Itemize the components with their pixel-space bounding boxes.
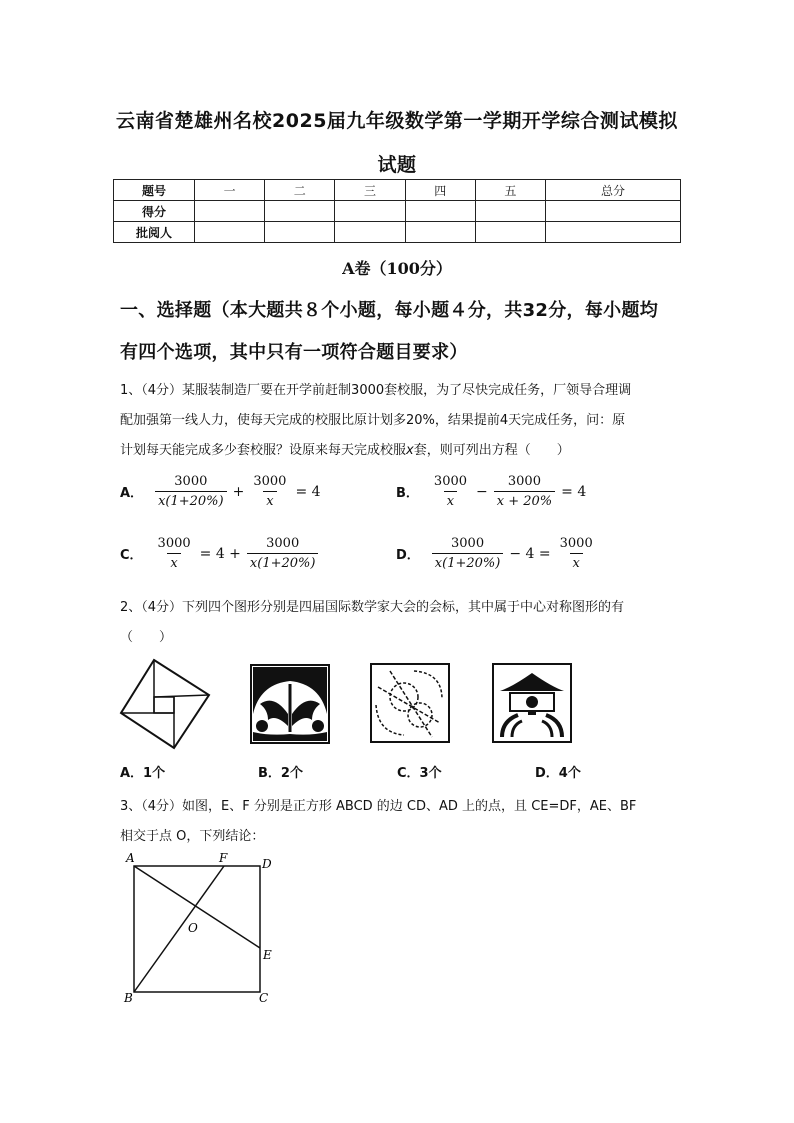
fraction (155, 474, 227, 509)
title-line-1: 云南省楚雄州名校2025届九年级数学第一学期开学综合测试模拟 (116, 110, 678, 132)
numerator: 3000 (507, 474, 541, 489)
score-table-input-cell[interactable] (475, 222, 545, 243)
fraction (155, 536, 194, 571)
q2-option-c[interactable]: C．3个 (397, 766, 442, 781)
q1-option-c-label: C． (120, 548, 143, 563)
right-hand-side: = 4 (295, 483, 321, 500)
score-table-cell: 二 (265, 180, 335, 201)
denominator: x(1+20%) (432, 553, 504, 571)
title-line-2: 试题 (377, 154, 417, 176)
q1-line-3-post: 套，则可列出方程（ ） (413, 443, 570, 458)
score-table-input-cell[interactable] (475, 201, 545, 222)
operator: − (476, 483, 488, 500)
denominator: x (444, 491, 457, 509)
vertex-label-a: A (126, 851, 135, 865)
section1-line-2: 有四个选项，其中只有一项符合题目要求） (120, 342, 468, 363)
score-table-cell: 一 (195, 180, 265, 201)
score-table-input-cell[interactable] (405, 222, 475, 243)
logo-pinwheel-square (118, 657, 212, 751)
fraction (432, 536, 504, 571)
juan-title: A卷（100分） (342, 259, 452, 278)
operator: + (232, 483, 245, 500)
score-table-input-cell[interactable] (546, 222, 681, 243)
score-table (113, 179, 681, 243)
score-table-score-row (114, 201, 681, 222)
q1-line-1: 1、（4分）某服装制造厂要在开学前赶制3000套校服，为了尽快完成任务，厂领导合理调 (120, 383, 632, 398)
q1-option-a-label: A． (120, 486, 144, 501)
q1-line-3 (120, 439, 680, 458)
q1-option-d-label: D． (396, 548, 420, 563)
vertex-label-c: C (259, 991, 269, 1005)
score-table-cell: 三 (335, 180, 405, 201)
q1-line-3-var: x (406, 443, 414, 458)
denominator: x (167, 553, 180, 571)
right-hand-side: = 4 (561, 483, 587, 500)
numerator: 3000 (451, 536, 485, 551)
q1-option-c[interactable] (120, 536, 320, 571)
q2-line-2: （ ） (120, 630, 173, 645)
fraction (431, 474, 470, 509)
fraction (494, 474, 555, 509)
score-table-input-cell[interactable] (195, 201, 265, 222)
score-table-cell: 五 (475, 180, 545, 201)
numerator: 3000 (174, 474, 208, 489)
denominator: x(1+20%) (247, 553, 319, 571)
fraction (250, 474, 289, 509)
denominator: x(1+20%) (155, 491, 227, 509)
denominator: x (263, 491, 276, 509)
q3-square-figure (118, 848, 283, 1008)
vertex-label-d: D (262, 857, 272, 871)
score-table-input-cell[interactable] (265, 201, 335, 222)
q2-line-1: 2、（4分）下列四个图形分别是四届国际数学家大会的会标，其中属于中心对称图形的有 (120, 600, 625, 615)
q1-line-2: 配加强第一线人力，使每天完成的校服比原计划多20%，结果提前4天完成任务，问：原 (120, 413, 626, 428)
numerator: 3000 (253, 474, 287, 489)
logo-pavilion (492, 663, 572, 743)
score-table-input-cell[interactable] (405, 201, 475, 222)
fraction (557, 536, 596, 571)
score-table-grader-row (114, 222, 681, 243)
vertex-label-f: F (219, 851, 228, 865)
score-table-cell: 题号 (114, 180, 195, 201)
point-label-e: E (263, 948, 272, 962)
numerator: 3000 (157, 536, 191, 551)
point-label-o: O (188, 921, 198, 935)
q2-option-d[interactable]: D．4个 (535, 766, 581, 781)
vertex-label-b: B (124, 991, 133, 1005)
score-table-input-cell[interactable] (195, 222, 265, 243)
q1-line-3-pre: 计划每天能完成多少套校服？设原来每天完成校服 (120, 443, 407, 458)
middle-term: = 4 + (199, 545, 241, 562)
score-table-cell: 四 (405, 180, 475, 201)
logo-dashed-curves (370, 663, 450, 743)
q3-line-2: 相交于点 O，下列结论： (120, 829, 265, 844)
denominator: x (570, 553, 583, 571)
q2-option-a[interactable]: A．1个 (120, 766, 166, 781)
q1-option-b[interactable] (396, 474, 590, 509)
score-table-input-cell[interactable] (335, 201, 405, 222)
q3-line-1: 3、（4分）如图，E、F 分别是正方形 ABCD 的边 CD、AD 上的点，且 CE=DF，AE、BF (120, 799, 637, 814)
logo-fountain (250, 664, 330, 744)
denominator: x + 20% (494, 491, 555, 509)
q2-option-b[interactable]: B．2个 (258, 766, 303, 781)
q1-option-a[interactable] (120, 474, 325, 509)
numerator: 3000 (559, 536, 593, 551)
score-table-row-label: 得分 (114, 201, 195, 222)
fraction (247, 536, 319, 571)
middle-term: − 4 = (509, 545, 551, 562)
numerator: 3000 (266, 536, 300, 551)
q1-option-d[interactable] (396, 536, 598, 571)
score-table-row-label: 批阅人 (114, 222, 195, 243)
score-table-cell: 总分 (546, 180, 681, 201)
score-table-input-cell[interactable] (265, 222, 335, 243)
section1-line-1: 一、选择题（本大题共８个小题，每小题４分，共32分，每小题均 (120, 300, 659, 321)
score-table-input-cell[interactable] (335, 222, 405, 243)
q1-option-b-label: B． (396, 486, 419, 501)
score-table-input-cell[interactable] (546, 201, 681, 222)
numerator: 3000 (433, 474, 468, 489)
score-table-header-row (114, 180, 681, 201)
